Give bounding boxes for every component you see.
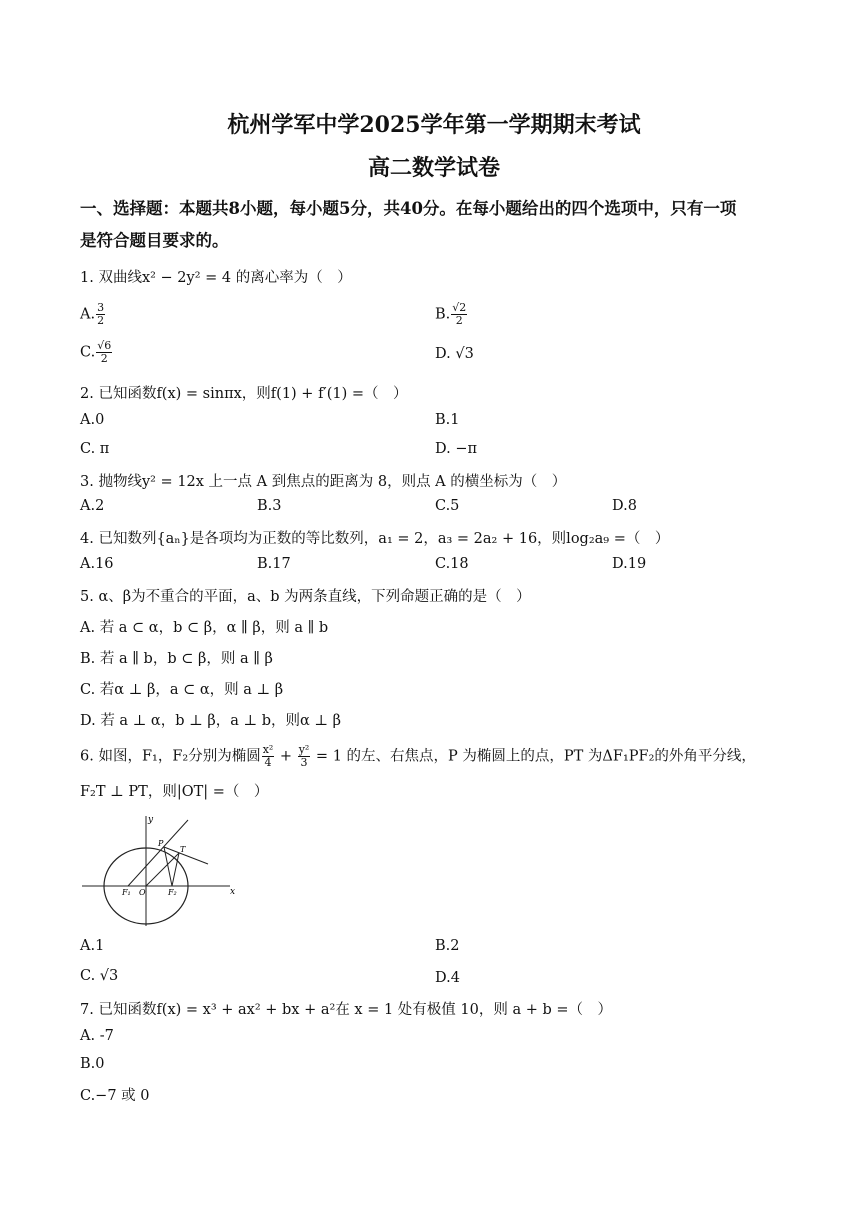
exam-title: 杭州学军中学2025学年第一学期期末考试 (227, 112, 641, 138)
label-y: y (148, 815, 154, 825)
question-2-stem: 2. 已知函数f(x) = sinπx，则f(1) + f′(1) =（ ） (80, 386, 408, 402)
question-2-option-d: D. −π (435, 441, 478, 457)
question-4-option-c: C.18 (435, 556, 469, 572)
question-4-stem: 4. 已知数列{aₙ}是各项均为正数的等比数列，a₁ = 2，a₃ = 2a₂ + 16，则log₂a₉ =（ ） (80, 531, 670, 547)
fraction: $\frac{√6}{2}$ (97, 339, 112, 365)
section-heading-line2: 是符合题目要求的。 (80, 231, 229, 250)
question-1-stem: 1. 双曲线x² − 2y² = 4 的离心率为（ ） (80, 270, 352, 286)
question-5-option-c: C. 若α ⊥ β，a ⊂ α，则 a ⊥ β (80, 682, 284, 698)
label-o: O (139, 888, 146, 897)
question-7-option-a: A. -7 (80, 1028, 114, 1044)
question-1-option-b: B. $\frac{√2}{2}$ (435, 301, 467, 327)
fraction: $\frac{√2}{2}$ (452, 301, 467, 327)
question-4-option-a: A.16 (80, 556, 114, 572)
question-7-option-c: C.−7 或 0 (80, 1088, 150, 1104)
question-7-stem: 7. 已知函数f(x) = x³ + ax² + bx + a²在 x = 1 处有极值 10，则 a + b =（ ） (80, 1002, 613, 1018)
question-6-option-c: C. √3 (80, 968, 119, 984)
exam-subtitle: 高二数学试卷 (367, 155, 500, 181)
question-2-option-b: B.1 (435, 412, 460, 428)
line-f2-t (172, 853, 179, 886)
label-f1: F₁ (122, 888, 131, 897)
question-1-option-d: D. √3 (435, 346, 474, 362)
label-x: x (230, 887, 236, 897)
question-5-option-a: A. 若 a ⊂ α，b ⊂ β，α ∥ β，则 a ∥ b (80, 620, 329, 636)
fraction-y: $\frac{\text{y²}}{3}$ (298, 743, 310, 769)
label-f2: F₂ (168, 888, 177, 897)
question-6-option-a: A.1 (80, 938, 105, 954)
question-1-option-c: C. $\frac{√6}{2}$ (80, 339, 112, 365)
question-5-stem: 5. α、β为不重合的平面，a、b 为两条直线，下列命题正确的是（ ） (80, 589, 531, 605)
label-t: T (180, 845, 186, 854)
fraction-x: $\frac{\text{x²}}{4}$ (262, 743, 274, 769)
question-7-option-b: B.0 (80, 1056, 105, 1072)
label-p: P (158, 839, 164, 848)
question-3-option-c: C.5 (435, 498, 460, 514)
question-3-option-b: B.3 (257, 498, 282, 514)
question-3-option-d: D.8 (612, 498, 637, 514)
question-5-option-d: D. 若 a ⊥ α，b ⊥ β，a ⊥ b，则α ⊥ β (80, 713, 342, 729)
question-4-option-d: D.19 (612, 556, 647, 572)
section-heading-line1: 一、选择题：本题共8小题，每小题5分，共40分。在每小题给出的四个选项中，只有一项 (80, 199, 737, 218)
question-3-option-a: A.2 (80, 498, 105, 514)
question-3-stem: 3. 抛物线y² = 12x 上一点 A 到焦点的距离为 8，则点 A 的横坐标为（ ） (80, 474, 567, 490)
fraction: $\frac{3}{2}$ (97, 301, 105, 327)
section-heading (80, 193, 800, 257)
question-6-stem: 6. 如图，F₁，F₂分别为椭圆 $\frac{\text{x²}}{4}$ + $\frac{\text{y²}}{3}$ = 1 的左、右焦点，P 为椭圆上的点，PT 为ΔF₁PF₂的外角平分线， (80, 743, 756, 769)
question-1-option-a: A. $\frac{3}{2}$ (80, 301, 105, 327)
question-4-option-b: B.17 (257, 556, 291, 572)
question-2-option-a: A.0 (80, 412, 105, 428)
question-2-option-c: C. π (80, 441, 110, 457)
question-6-option-d: D.4 (435, 970, 460, 986)
question-6-stem-line2: F₂T ⊥ PT，则|OT| =（ ） (80, 784, 269, 800)
ellipse-figure (80, 812, 240, 930)
question-6-option-b: B.2 (435, 938, 460, 954)
line-o-t (146, 853, 179, 886)
question-5-option-b: B. 若 a ∥ b，b ⊂ β，则 a ∥ β (80, 651, 273, 667)
